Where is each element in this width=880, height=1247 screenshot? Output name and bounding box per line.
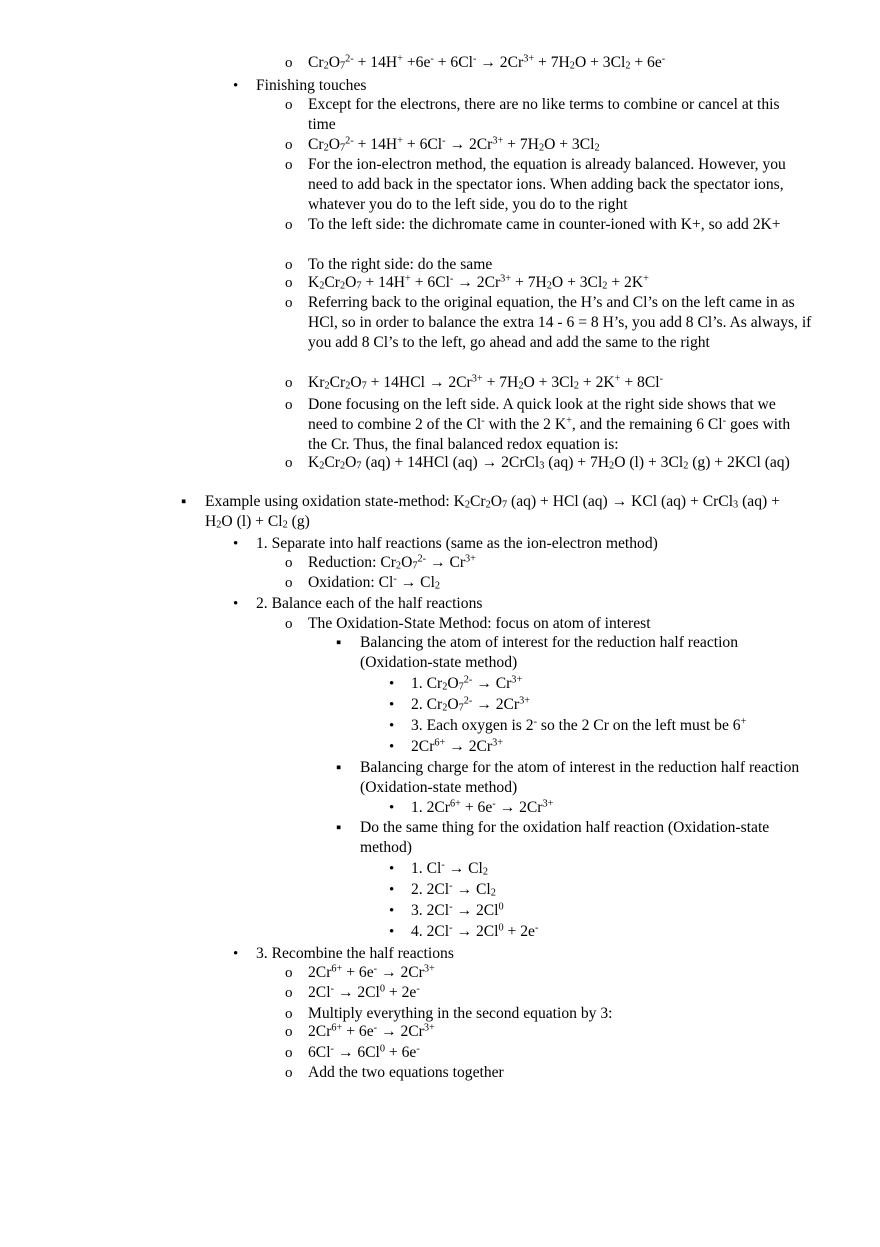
bullet-icon: o — [285, 555, 293, 571]
equation-text: Reduction: $Cr_2O_7^{2-} \to Cr^{3+}$ — [308, 553, 476, 572]
bullet-icon: • — [389, 882, 395, 898]
bullet-icon: o — [285, 1006, 293, 1022]
equation-text: $6Cl^- \to 6Cl^0 + 6e^-$ — [308, 1043, 420, 1061]
bullet-icon: o — [285, 1024, 293, 1040]
bullet-icon: o — [285, 137, 293, 153]
equation-text: $2Cl^- \to 2Cl^0 + 2e^-$ — [308, 983, 420, 1001]
bullet-icon: o — [285, 1045, 293, 1061]
bullet-icon: o — [285, 397, 293, 413]
example-heading: Example using oxidation state-method: $K_2Cr_2O_7$ (aq) + HCl (aq) → KCl (aq) + CrCl$_3$ $(aq) + H_2O$ $(l) + Cl_2$ (g) — [205, 493, 780, 531]
step-heading: 3. Recombine the half reactions — [256, 945, 454, 962]
bullet-icon: o — [285, 616, 293, 632]
bullet-icon: ▪ — [336, 820, 342, 836]
equation-text: $2Cr^{6+} + 6e^- \to 2Cr^{3+}$ — [308, 963, 435, 981]
step-heading: 1. Separate into half reactions (same as the ion-electron method) — [256, 535, 658, 552]
equation-text: 3. $2Cl^- \to 2Cl^0$ — [411, 901, 504, 919]
bullet-icon: • — [233, 946, 239, 962]
equation-text: $K_2Cr_2O_7 + 14H^+ + 6Cl^- \to 2Cr^{3+} + 7H_2O + 3Cl_2 + 2K^+$ — [308, 273, 649, 292]
list-item-text: Balancing charge for the atom of interest in the reduction half reaction (Oxidation-state method) — [360, 759, 800, 796]
list-item-text: Referring back to the original equation, the H’s and Cl’s on the left came in as HCl, so in order to balance the extra 14 - 6 = 8 H’s, you add 8 Cl’s. As always, if you add 8 Cl’s to the left, go ahead and add the same to the right — [308, 294, 812, 351]
bullet-icon: • — [389, 861, 395, 877]
bullet-icon: o — [285, 1065, 293, 1081]
bullet-icon: • — [389, 676, 395, 692]
bullet-icon: o — [285, 55, 293, 71]
list-item-text: The Oxidation-State Method: focus on atom of interest — [308, 615, 651, 632]
equation-text: 4. $2Cl^- \to 2Cl^0 + 2e^-$ — [411, 922, 539, 940]
bullet-icon: o — [285, 985, 293, 1001]
equation-text: $Cr_2O_7^{2-} + 14H^+ +6e^- + 6Cl^- \to 2Cr^{3+} + 7H_2O + 3Cl_2 + 6e^-$ — [308, 53, 666, 72]
equation-text: 2. $Cr_2O_7^{2-} \to 2Cr^{3+}$ — [411, 695, 531, 714]
list-item-text: Multiply everything in the second equation by 3: — [308, 1005, 613, 1022]
bullet-icon: • — [233, 536, 239, 552]
bullet-icon: o — [285, 965, 293, 981]
bullet-icon: ▪ — [336, 760, 342, 776]
bullet-icon: o — [285, 157, 293, 173]
equation-text: $K_2Cr_2O_7$ (aq) + 14HCl (aq) → 2CrCl$_3$ $(aq) + 7H_2O$ $(l) + 3Cl_2$ (g) + 2KCl (aq) — [308, 454, 790, 472]
bullet-icon: o — [285, 275, 293, 291]
list-item-text: Add the two equations together — [308, 1064, 504, 1081]
list-item-text: Except for the electrons, there are no like terms to combine or cancel at this time — [308, 96, 780, 133]
equation-text: $2Cr^{6+} + 6e^- \to 2Cr^{3+}$ — [308, 1022, 435, 1040]
equation-text: 1. $2Cr^{6+} + 6e^- \to 2Cr^{3+}$ — [411, 798, 554, 816]
equation-text: 1. $Cl^- \to Cl_2$ — [411, 859, 489, 878]
equation-text: $Kr_2Cr_2O_7 + 14HCl \to 2Cr^{3+} + 7H_2O + 3Cl_2 + 2K^+ + 8Cl^-$ — [308, 373, 664, 392]
list-item-text: To the right side: do the same — [308, 256, 493, 273]
bullet-icon: ▪ — [336, 635, 342, 651]
list-item-text: To the left side: the dichromate came in counter-ioned with K+, so add 2K+ — [308, 216, 781, 233]
bullet-icon: o — [285, 375, 293, 391]
equation-text: Oxidation: $Cl^- \to Cl_2$ — [308, 573, 441, 592]
list-item-text: 3. Each oxygen is 2- so the 2 Cr on the left must be 6+ — [411, 716, 747, 734]
bullet-icon: ▪ — [181, 494, 187, 510]
bullet-icon: • — [389, 718, 395, 734]
list-item-text: Finishing touches — [256, 77, 367, 94]
bullet-icon: • — [389, 903, 395, 919]
bullet-icon: o — [285, 575, 293, 591]
bullet-icon: • — [389, 697, 395, 713]
bullet-icon: • — [233, 78, 239, 94]
equation-text: $Cr_2O_7^{2-} + 14H^+ + 6Cl^- \to 2Cr^{3+} + 7H_2O + 3Cl_2$ — [308, 135, 600, 154]
equation-text: 1. $Cr_2O_7^{2-} \to Cr^{3+}$ — [411, 674, 523, 693]
bullet-icon: o — [285, 97, 293, 113]
bullet-icon: o — [285, 295, 293, 311]
bullet-icon: • — [233, 596, 239, 612]
bullet-icon: • — [389, 800, 395, 816]
equation-text: $2Cr^{6+} \to 2Cr^{3+}$ — [411, 737, 504, 755]
list-item-text: Done focusing on the left side. A quick look at the right side shows that we need to combine 2 of the Cl- with the 2 K+, and the remaining 6 Cl- goes with the Cr. Thus, the final balanced redox equation is: — [308, 396, 791, 453]
bullet-icon: o — [285, 217, 293, 233]
list-item-text: For the ion-electron method, the equation is already balanced. However, you need to add back in the spectator ions. When adding back the spectator ions, whatever you do to the left side, you do to the right — [308, 156, 786, 213]
step-heading: 2. Balance each of the half reactions — [256, 595, 483, 612]
bullet-icon: o — [285, 455, 293, 471]
list-item-text: Do the same thing for the oxidation half reaction (Oxidation-state method) — [360, 819, 770, 856]
equation-text: 2. $2Cl^- \to Cl_2$ — [411, 880, 496, 899]
bullet-icon: o — [285, 257, 293, 273]
bullet-icon: • — [389, 739, 395, 755]
list-item-text: Balancing the atom of interest for the reduction half reaction (Oxidation-state method) — [360, 634, 739, 671]
bullet-icon: • — [389, 924, 395, 940]
